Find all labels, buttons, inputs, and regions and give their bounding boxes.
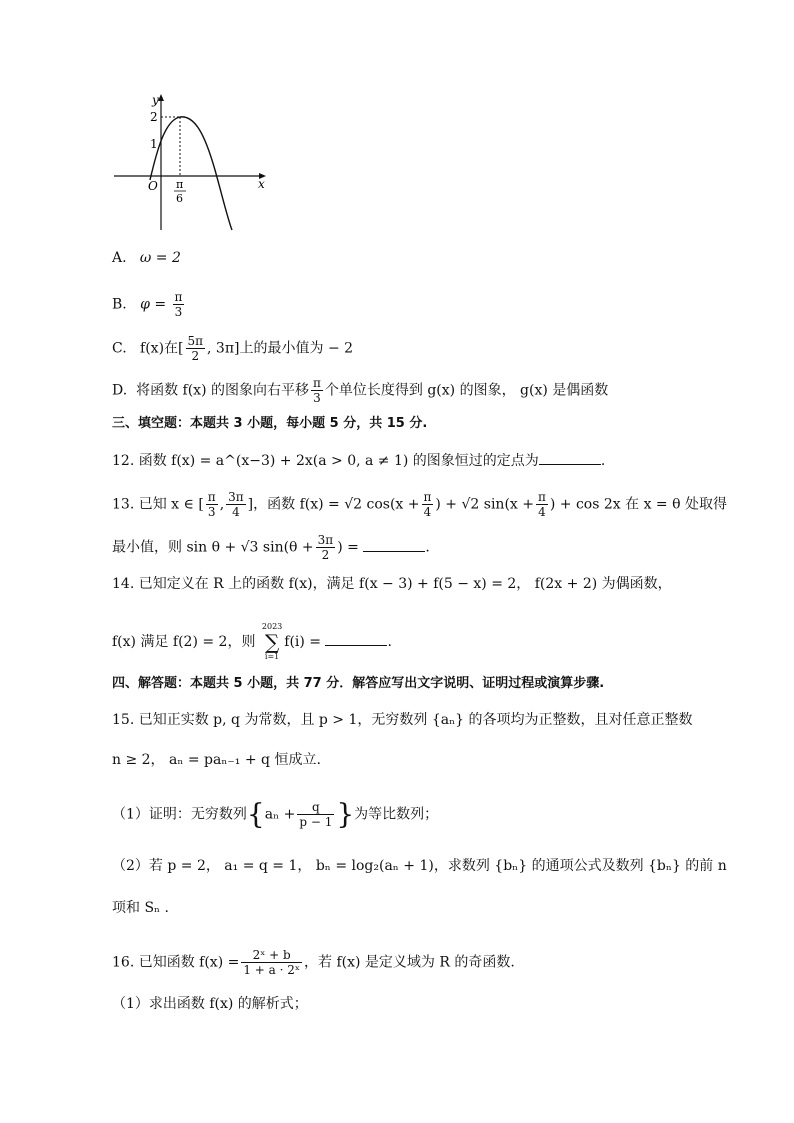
q15-line2: n ≥ 2， aₙ = paₙ₋₁ + q 恒成立. [112,752,321,768]
y-axis-label: y [152,93,159,107]
option-b-lhs: φ = [140,296,167,313]
x-tick-den: 6 [176,192,183,205]
q15-part2-line2: 项和 Sₙ . [112,900,169,916]
section3-heading: 三、填空题：本题共 3 小题，每小题 5 分，共 15 分. [112,416,428,431]
q13-frac3: $\frac{\pi}{4}$ [423,490,432,519]
option-d-post: 个单位长度得到 g(x) 的图象， g(x) 是偶函数 [324,382,609,399]
q13-answer-blank[interactable] [363,537,425,552]
option-d-label: D. [112,382,128,399]
q16-part1: （1）求出函数 f(x) 的解析式； [112,996,308,1012]
option-c-pre: f(x)在[ [140,340,184,357]
option-c-frac: $\frac{5\pi}{2}$ [187,334,204,363]
q12-text: 12. 函数 f(x) = a^(x−3) + 2x(a > 0, a ≠ 1) 的图象恒过的定点为 [112,453,539,469]
q13-frac2: $\frac{3\pi}{4}$ [228,490,244,519]
q14-summation: 2023 ∑ i=1 [261,622,283,661]
option-b [112,290,186,319]
option-a-text: ω = 2 [139,250,181,266]
y-axis-arrow [158,94,164,101]
q13-frac5: $\frac{3\pi}{2}$ [317,533,334,562]
option-b-label: B. [112,296,127,313]
option-a [112,248,181,268]
q16-line1: 16. 已知函数 f(x) = $\frac{\text{2ˣ + b}}{\text{1 + a · 2ˣ}}$ ，若 f(x) 是定义域为 R 的奇函数. [112,948,515,977]
q13-line1: 13. 已知 x ∈ [ $\frac{\pi}{3}$ , $\frac{3\pi}{4}$ ]，函数 f(x) = √2 cos(x + $\frac{\pi}{4}$ ) + √2 sin(x + $\frac{\pi}{4}$ ) + cos 2x 在 x = θ 处取得 [112,490,727,519]
q13-frac1: $\frac{\pi}{3}$ [207,490,216,519]
q13-line2: 最小值，则 sin θ + √3 sin(θ + $\frac{3\pi}{2}$ ) = . [112,533,430,562]
q14-line2: f(x) 满足 f(2) = 2，则 2023 ∑ i=1 f(i) = . [112,622,392,661]
q13-frac4: $\frac{\pi}{4}$ [537,490,546,519]
y-tick-2: 2 [150,110,158,124]
origin-label: O [148,179,158,193]
option-a-label: A. [112,250,127,266]
option-d [112,376,608,405]
section4-heading: 四、解答题：本题共 5 小题，共 77 分．解答应写出文字说明、证明过程或演算步骤. [112,676,605,691]
y-tick-1: 1 [150,137,158,151]
q15-part1: （1）证明：无穷数列{aₙ + $\frac{q}{p - 1}$ }为等比数列； [112,797,439,831]
option-c-label: C. [112,340,127,357]
option-c [112,334,353,363]
option-d-pre: 将函数 f(x) 的图象向右平移 [136,382,309,399]
function-graph [110,90,280,235]
q15-line1: 15. 已知正实数 p, q 为常数，且 p > 1，无穷数列 {aₙ} 的各项均为正整数，且对任意正整数 [112,712,693,728]
option-d-frac: $\frac{\pi}{3}$ [313,376,321,405]
q14-line1: 14. 已知定义在 R 上的函数 f(x)，满足 f(x − 3) + f(5 − x) = 2， f(2x + 2) 为偶函数， [112,576,672,592]
q12-answer-blank[interactable] [539,450,601,465]
x-tick-num: π [176,178,184,191]
q14-answer-blank[interactable] [325,631,387,646]
q16-frac: $\frac{\text{2ˣ + b}}{\text{1 + a · 2ˣ}}$ [243,948,300,977]
x-axis-label: x [258,177,265,191]
q12: 12. 函数 f(x) = a^(x−3) + 2x(a > 0, a ≠ 1) 的图象恒过的定点为 . [112,450,605,471]
q15-part2: （2）若 p = 2， a₁ = q = 1， bₙ = log₂(aₙ + 1)，求数列 {bₙ} 的通项公式及数列 {bₙ} 的前 n [112,858,727,874]
option-b-frac: $\frac{\pi}{3}$ [174,290,183,319]
option-c-post: , 3π]上的最小值为 − 2 [207,340,354,357]
q15-frac: $\frac{q}{p - 1}$ [299,800,333,829]
sine-curve [150,117,232,230]
